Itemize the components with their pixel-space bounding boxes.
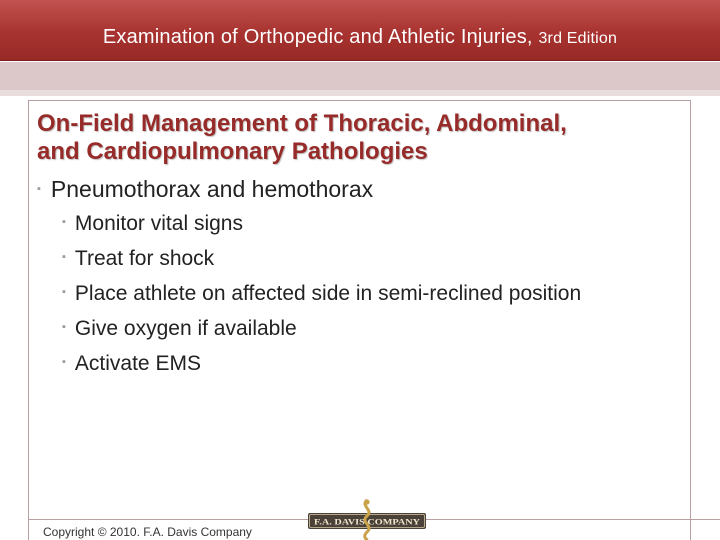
bullet-marker-icon: ▪ [62,356,66,369]
sub-header-stripe [0,90,720,96]
bullet-marker-icon: ▪ [62,286,66,299]
sub-bullet-text: Treat for shock [74,247,215,270]
bullet-pneumothorax [37,175,697,205]
bullet-text: Pneumothorax and hemothorax [50,176,374,202]
caduceus-knob-icon [364,499,369,504]
logo-wordmark: F.A. DAVIS COMPANY [314,517,421,527]
sub-bullet-item [62,280,702,308]
book-edition: 3rd Edition [538,30,618,47]
sub-bullet-item [62,350,702,378]
slide-title-line2: and Cardiopulmonary Pathologies [37,138,428,165]
sub-bullet-text: Activate EMS [74,352,201,375]
sub-bullet-item [62,210,702,238]
bullet-marker-icon: ▪ [62,321,66,334]
copyright-notice: Copyright © 2010. F.A. Davis Company [43,525,252,539]
bullet-marker-icon: ▪ [62,216,66,229]
sub-bullet-text: Give oxygen if available [74,317,297,340]
book-title [0,24,720,52]
fa-davis-logo [308,498,426,540]
sub-bullet-text: Monitor vital signs [74,212,243,235]
book-title-main: Examination of Orthopedic and Athletic Injuries, [102,26,539,48]
slide-title-line1: On-Field Management of Thoracic, Abdominal, [37,110,567,137]
sub-bullet-text: Place athlete on affected side in semi-reclined position [74,282,582,305]
bullet-marker-icon: ▪ [62,251,66,264]
sub-header-band [0,62,720,90]
bullet-marker-icon: ▪ [37,182,41,195]
sub-bullet-item [62,315,702,343]
slide-title [37,110,697,166]
sub-bullet-item [62,245,702,273]
